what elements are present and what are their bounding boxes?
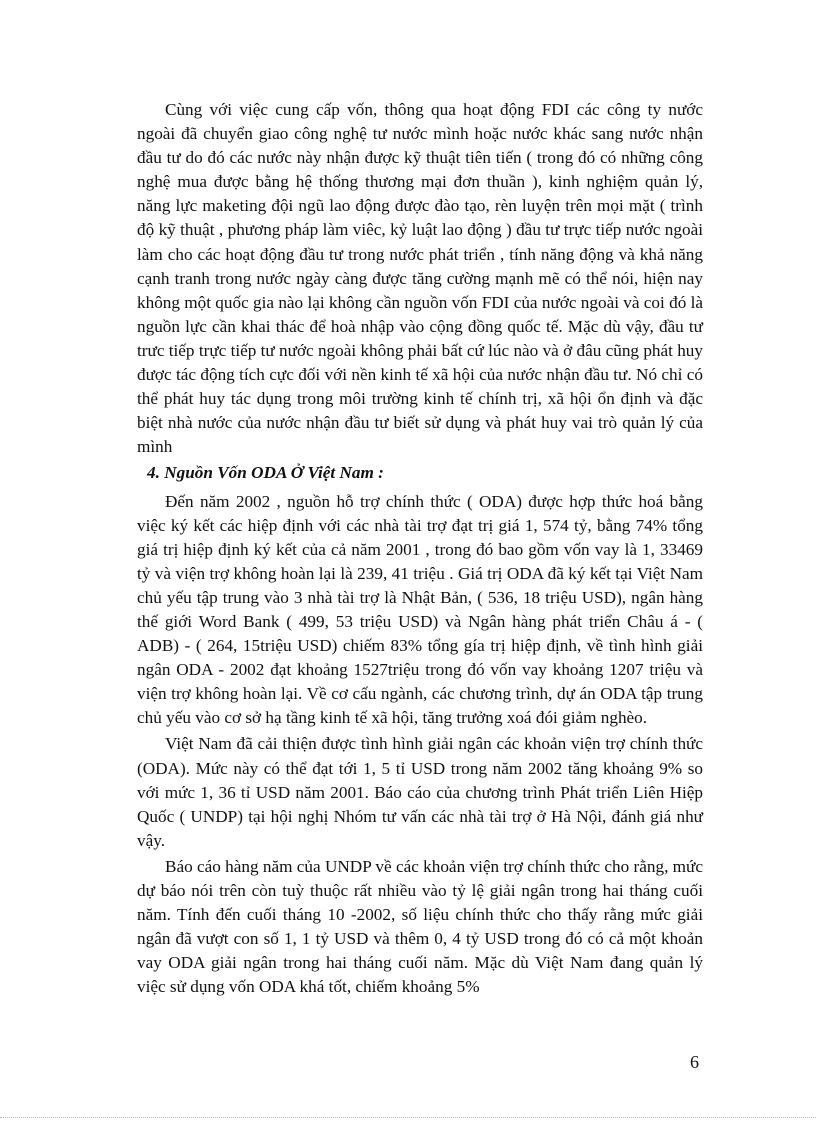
page-number: 6 bbox=[690, 1052, 699, 1072]
page-content bbox=[137, 98, 703, 999]
paragraph-fdi: Cùng với việc cung cấp vốn, thông qua hoạt động FDI các công ty nước ngoài đã chuyển giao công nghệ tư nước mình hoặc nước khác sang nước nhận đầu tư do đó các nước này nhận được kỹ thuật tiên tiến ( trong đó có những công nghệ mua được bằng hệ thống thương mại đơn thuần ), kinh nghiệm quản lý, năng lực maketing đội ngũ lao động được đào tạo, rèn luyện trên mọi mặt ( trình độ kỹ thuật , phương pháp làm viêc, kỷ luật lao động ) đầu tư trực tiếp nước ngoài làm cho các hoạt động đầu tư trong nước phát triển , tính năng động và khả năng cạnh tranh trong nước ngày càng được tăng cường mạnh mẽ có thể nói, hiện nay không một quốc gia nào lại không cần nguồn vốn FDI của nước ngoài và coi đó là nguồn lực cần khai thác để hoà nhập vào cộng đồng quốc tế. Mặc dù vậy, đầu tư trưc tiếp trực tiếp tư nước ngoài không phải bất cứ lúc nào và ở đâu cũng phát huy được tác động tích cực đối với nền kinh tế xã hội của nước nhận đầu tư. Nó chỉ có thể phát huy tác dụng trong môi trường kinh tế chính trị, xã hội ổn định và đặc biệt nhà nước của nước nhận đầu tư biết sử dụng và phát huy vai trò quản lý của mình bbox=[137, 100, 703, 457]
paragraph-oda-2002: Đến năm 2002 , nguồn hỗ trợ chính thức ( ODA) được hợp thức hoá bằng việc ký kết các hiệp định với các nhà tài trợ đạt trị giá 1, 574 tỷ, bằng 74% tổng giá trị hiệp định ký kết của cả năm 2001 , trong đó bao gồm vốn vay là 1, 33469 tỷ và viện trợ không hoàn lại là 239, 41 triệu . Giá trị ODA đã ký kết tại Việt Nam chủ yếu tập trung vào 3 nhà tài trợ là Nhật Bản, ( 536, 18 triệu USD), ngân hàng thế giới Word Bank ( 499, 53 triệu USD) và Ngân hàng phát triển Châu á - ( ADB) - ( 264, 15triệu USD) chiếm 83% tổng gía trị hiệp định, về tình hình giải ngân ODA - 2002 đạt khoảng 1527triệu trong đó vốn vay khoảng 1207 triệu và viện trợ không hoàn lại. Về cơ cấu ngành, các chương trình, dự án ODA tập trung chủ yếu vào cơ sở hạ tầng kinh tế xã hội, tăng trưởng xoá đói giảm nghèo. bbox=[137, 491, 703, 728]
paragraph-disbursement: Việt Nam đã cải thiện được tình hình giải ngân các khoản viện trợ chính thức (ODA). Mức này có thể đạt tới 1, 5 tỉ USD trong năm 2002 tăng khoảng 9% so với mức 1, 36 tỉ USD năm 2001. Báo cáo của chương trình Phát triển Liên Hiệp Quốc ( UNDP) tại hội nghị Nhóm tư vấn các nhà tài trợ ở Hà Nội, đánh giá như vậy. bbox=[137, 734, 703, 850]
section-heading: 4. Nguồn Vốn ODA Ở Việt Nam : bbox=[147, 463, 384, 483]
paragraph-undp-report: Báo cáo hàng năm của UNDP về các khoản viện trợ chính thức cho rằng, mức dự báo nói trên còn tuỳ thuộc rất nhiều vào tỷ lệ giải ngân trong hai tháng cuối năm. Tính đến cuối tháng 10 -2002, số liệu chính thức cho thấy rằng mức giải ngân đã vượt con số 1, 1 tỷ USD và thêm 0, 4 tỷ USD trong đó có cả một khoản vay ODA giải ngân trong hai tháng cuối năm. Mặc dù Việt Nam đang quản lý việc sử dụng vốn ODA khá tốt, chiếm khoảng 5% bbox=[137, 856, 703, 997]
page-bottom-divider bbox=[0, 1117, 816, 1119]
